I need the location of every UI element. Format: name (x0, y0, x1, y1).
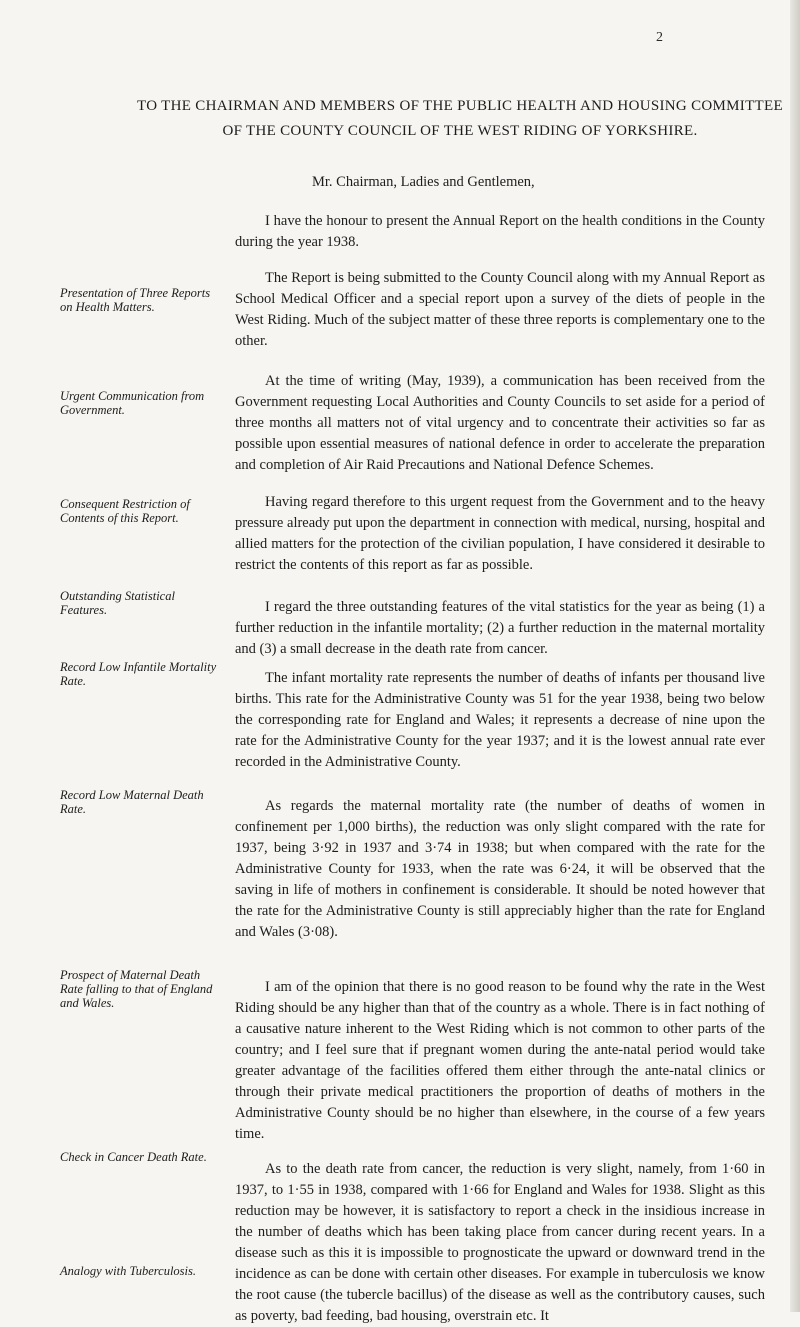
body-paragraph: As to the death rate from cancer, the reduction is very slight, namely, from 1·60 in 1937, to 1·55 in 1938, compared with 1·66 for England and Wales for 1938. Slight as this reduction may be however, it is satisfactory to report a check in the insidious increase in the number of deaths which has been taking place from cancer during recent years. In a disease such as this it is impossible to prognosticate the upward or downward trend in the incidence as can be done with certain other diseases. For example in tuberculosis we know the root cause (the tubercle bacillus) of the disease as well as the contributory causes, such as poverty, bad feeding, bad housing, overstrain etc. It (235, 1161, 765, 1324)
body-paragraph: Having regard therefore to this urgent request from the Government and to the heavy pressure already put upon the department in connection with medical, nursing, hospital and allied matters for the protection of the civilian population, I have considered it desirable to restrict the contents of this report as far as possible. (235, 494, 765, 573)
body-paragraph: The Report is being submitted to the County Council along with my Annual Report as School Medical Officer and a special report upon a survey of the diets of people in the West Riding. Much of the subject matter of these three reports is complementary one to the other. (235, 270, 765, 349)
intro-paragraph: I have the honour to present the Annual Report on the health conditions in the County during the year 1938. (235, 213, 765, 250)
side-heading: Record Low Maternal Death Rate. (60, 788, 204, 816)
side-heading: Prospect of Maternal Death Rate falling to that of England and Wales. (60, 968, 213, 1010)
page-number: 2 (656, 30, 663, 45)
report-title: TO THE CHAIRMAN AND MEMBERS OF THE PUBLIC HEALTH AND HOUSING COMMITTEE OF THE COUNTY COUNCIL OF THE WEST RIDING OF YORKSHIRE. (137, 98, 783, 139)
body-paragraph: I am of the opinion that there is no good reason to be found why the rate in the West Riding should be any higher than that of the country as a whole. There is in fact nothing of a causative nature inherent to the West Riding which is not common to other parts of the country; and I feel sure that if pregnant women during the ante-natal period would take greater advantage of the facilities offered them either through the ante-natal clinics or through their private medical practitioners the proportion of deaths of mothers in the Administrative County should be no higher than elsewhere, in the course of a few years time. (235, 979, 765, 1142)
body-paragraph: I regard the three outstanding features of the vital statistics for the year as being (1) a further reduction in the infantile mortality; (2) a further reduction in the maternal mortality and (3) a small decrease in the death rate from cancer. (235, 599, 765, 657)
body-paragraph: At the time of writing (May, 1939), a communication has been received from the Government requesting Local Authorities and County Councils to set aside for a period of three months all matters not of vital urgency and to concentrate their activities so far as possible upon essential measures of national defence in order to accelerate the preparation and completion of Air Raid Precautions and National Defence Schemes. (235, 373, 765, 473)
side-heading: Consequent Restriction of Contents of this Report. (60, 497, 190, 525)
side-heading: Outstanding Statistical Features. (60, 589, 175, 617)
body-paragraph: As regards the maternal mortality rate (the number of deaths of women in confinement per 1,000 births), the reduction was only slight compared with the rate for 1937, being 3·92 in 1937 and 3·74 in 1938; but when compared with the rate for the Administrative County for 1933, when the rate was 6·24, it will be observed that the saving in life of mothers in confinement is considerable. It should be noted however that the rate for the Administrative County is still appreciably higher than the rate for England and Wales (3·08). (235, 798, 765, 940)
side-heading: Record Low Infantile Mortality Rate. (60, 660, 217, 688)
side-heading: Urgent Communication from Government. (60, 389, 205, 417)
salutation: Mr. Chairman, Ladies and Gentlemen, (312, 174, 535, 190)
body-paragraph: The infant mortality rate represents the number of deaths of infants per thousand live births. This rate for the Administrative County was 51 for the year 1938, being two below the corresponding rate for England and Wales; it represents a decrease of nine upon the rate for the Administrative County for the year 1937; and it is the lowest annual rate ever recorded in the Administrative County. (235, 670, 765, 770)
side-heading-secondary: Analogy with Tuberculosis. (60, 1264, 196, 1278)
side-heading: Check in Cancer Death Rate. (60, 1150, 207, 1164)
page-edge-shadow (790, 0, 800, 1312)
side-heading: Presentation of Three Reports on Health Matters. (60, 286, 211, 314)
